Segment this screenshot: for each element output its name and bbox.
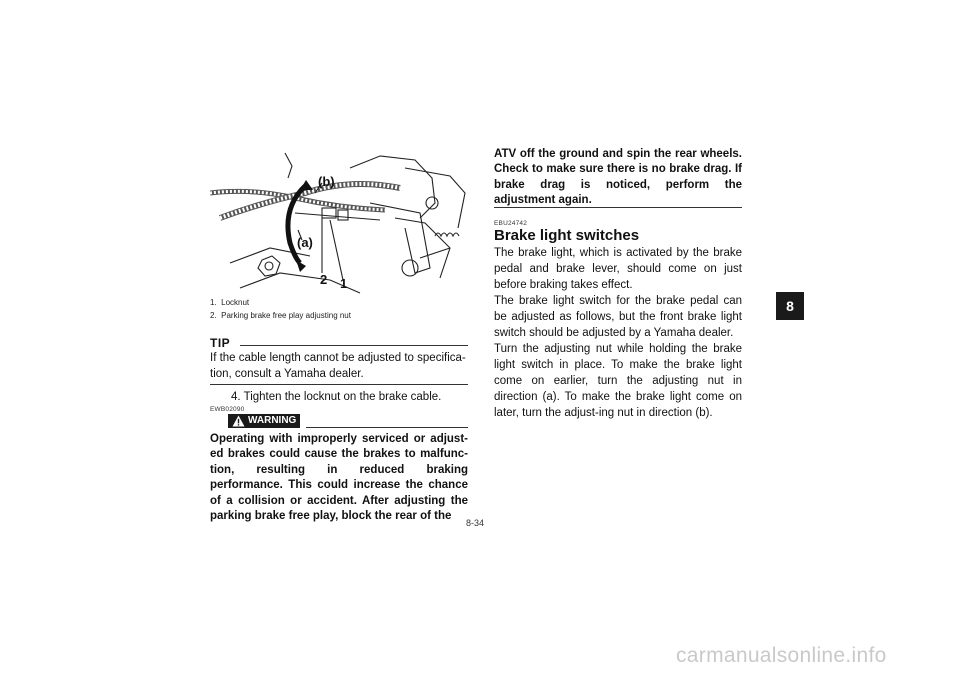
tip-text: If the cable length cannot be adjusted to specifica-tion, consult a Yamaha dealer. (210, 352, 466, 380)
figure-label-b: (b) (318, 174, 335, 189)
section-title: Brake light switches (494, 227, 640, 244)
section-paragraph: The brake light switch for the brake pedal can be adjusted as follows, but the front brake light switch should be adjusted by a Yamaha dealer. (494, 295, 742, 339)
warning-label: WARNING (248, 415, 297, 426)
figure-label-2: 2 (320, 272, 328, 287)
section-code: EBU24742 (494, 220, 528, 227)
section-paragraph: Turn the adjusting nut while holding the brake light switch in place. To make the brake light come on earlier, turn the adjusting nut in direction (a). To make the brake light come on later, turn the adjust-ing nut in direction (b). (494, 343, 742, 419)
watermark: carmanualsonline.info (676, 644, 887, 667)
warning-badge (228, 414, 300, 428)
warning-code: EWB02090 (210, 406, 245, 413)
brake-cable-drawing (210, 148, 472, 298)
tip-heading: TIP (210, 336, 231, 350)
figure-label-1: 1 (340, 276, 348, 291)
caption-1: 1. Locknut (210, 298, 250, 307)
caption-2: 2. Parking brake free play adjusting nut (210, 311, 351, 320)
page-number: 8-34 (466, 518, 485, 528)
brake-cable-illustration (210, 148, 472, 298)
step-number: 4. (231, 391, 241, 403)
tip-top-rule (240, 345, 468, 346)
figure-label-a: (a) (297, 235, 313, 250)
warning-triangle-icon (232, 415, 245, 427)
section-body (494, 245, 742, 421)
chapter-tab: 8 (776, 292, 804, 320)
step-text: Tighten the locknut on the brake cable. (243, 391, 442, 403)
section-paragraph: The brake light, which is activated by the brake pedal and brake lever, should come on just before braking takes effect. (494, 247, 742, 291)
warning-text-right: ATV off the ground and spin the rear wheels. Check to make sure there is no brake drag. If brake drag is noticed, perform the adjustment again. (494, 148, 742, 207)
warning-text-left: Operating with improperly serviced or adjust-ed brakes could cause the brakes to malfunc-tion, resulting in reduced braking performance. This could increase the chance of a collision or accident. After adjusting the parking brake free play, block the rear of the (210, 433, 468, 523)
warning-rule (306, 427, 468, 428)
figure-captions (210, 296, 472, 322)
step-4 (231, 389, 471, 405)
warning-end-rule (494, 207, 742, 208)
tip-bottom-rule (210, 384, 468, 385)
